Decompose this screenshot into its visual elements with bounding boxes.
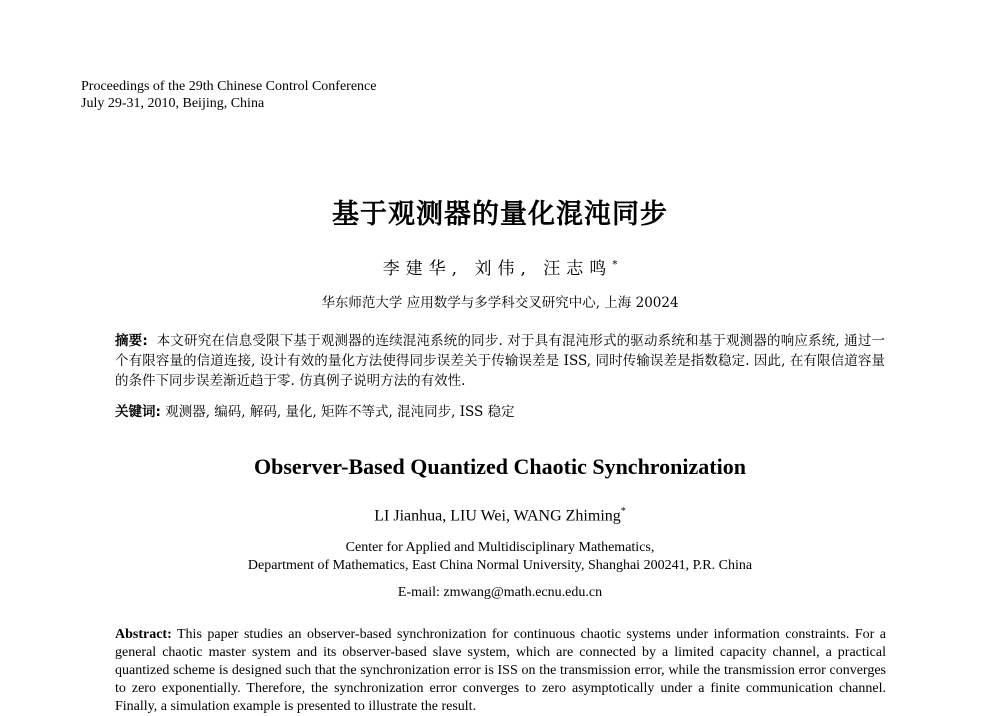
english-abstract [115,626,886,716]
english-affiliation [0,539,1000,575]
chinese-affiliation: 华东师范大学 应用数学与多学科交叉研究中心, 上海 20024 [321,295,679,311]
proceedings-header [81,78,376,112]
english-abstract-label: Abstract: [115,627,172,642]
chinese-author-mark: * [612,259,618,271]
chinese-abstract-label: 摘要: [115,333,148,349]
chinese-authors [0,254,1000,279]
english-affiliation-center: Center for Applied and Multidisciplinary Mathematics, [345,540,655,555]
chinese-keywords-label: 关键词: [115,404,161,420]
chinese-title: 基于观测器的量化混沌同步 [332,199,668,230]
chinese-keywords-text: 观测器, 编码, 解码, 量化, 矩阵不等式, 混沌同步, ISS 稳定 [165,404,515,420]
english-author-mark: * [620,506,626,517]
english-title: Observer-Based Quantized Chaotic Synchronization [254,454,746,479]
english-affiliation-department: Department of Mathematics, East China Normal University, Shanghai 200241, P.R. China [247,558,753,573]
chinese-author-names: 李建华, 刘伟, 汪志鸣 [382,259,613,279]
english-authors [0,506,1000,525]
chinese-abstract-text: 本文研究在信息受限下基于观测器的连续混沌系统的同步. 对于具有混沌形式的驱动系统和基于观测器的响应系统, 通过一个有限容量的信道连接, 设计有效的量化方法使得同步误差关于传输误差是 ISS, 同时传输误差是指数稳定. 因此, 在有限信道容量的条件下同步误差渐近趋于零. 仿真例子说明方法的有效性. [115,333,885,389]
english-author-names: LI Jianhua, LIU Wei, WANG Zhiming [374,507,621,525]
proceedings-date-location: July 29-31, 2010, Beijing, China [81,96,265,111]
english-abstract-text: This paper studies an observer-based synchronization for continuous chaotic systems under information constraints. For a general chaotic master system and its observer-based slave system, which are connected by a limited capacity channel, a practical quantized scheme is designed such that the synchronization error is ISS on the transmission error, while the transmission error converges to zero exponentially. Therefore, the synchronization error converges to zero asymptotically under a finite communication channel. Finally, a simulation example is presented to illustrate the result. [115,627,886,714]
chinese-keywords [115,400,885,420]
proceedings-title: Proceedings of the 29th Chinese Control Conference [81,79,377,94]
english-email: E-mail: zmwang@math.ecnu.edu.cn [397,585,603,600]
chinese-abstract [115,331,885,391]
